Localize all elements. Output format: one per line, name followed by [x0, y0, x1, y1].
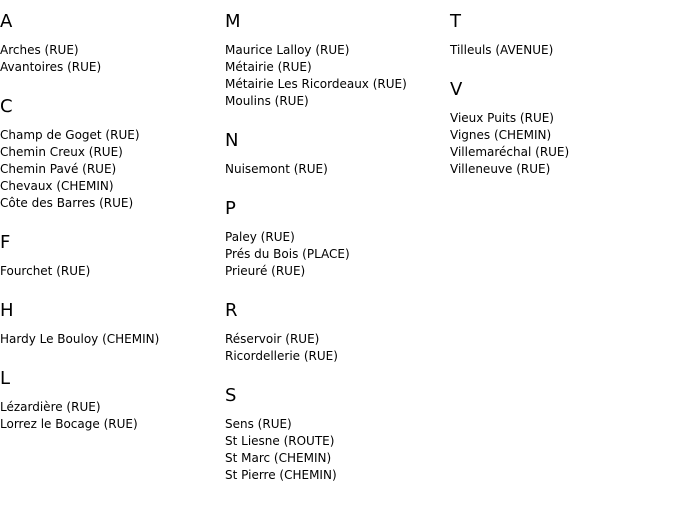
letter-group: [0, 97, 225, 212]
letter-heading: A: [0, 11, 13, 32]
street-name: Fourchet (RUE): [0, 264, 91, 278]
letter-heading: H: [0, 300, 14, 321]
street-name: Chemin Creux (RUE): [0, 145, 123, 159]
street-name: Villemaréchal (RUE): [450, 145, 570, 159]
street-list: [225, 161, 450, 178]
letter-heading: C: [0, 96, 13, 117]
street-name: Avantoires (RUE): [0, 60, 102, 74]
street-name: Côte des Barres (RUE): [0, 196, 134, 210]
street-name: Chevaux (CHEMIN): [0, 179, 114, 193]
letter-group: [0, 369, 225, 433]
street-list: [0, 42, 225, 76]
street-list: [0, 399, 225, 433]
letter-group: [450, 12, 675, 59]
street-list: [225, 416, 450, 484]
letter-group: [225, 131, 450, 178]
street-list: [225, 331, 450, 365]
street-name: Métairie (RUE): [225, 60, 312, 74]
street-name: Hardy Le Bouloy (CHEMIN): [0, 332, 160, 346]
letter-group: [0, 12, 225, 76]
letter-heading: T: [450, 11, 461, 32]
letter-group: [450, 80, 675, 178]
street-name: Lézardière (RUE): [0, 400, 101, 414]
street-name: Métairie Les Ricordeaux (RUE): [225, 77, 407, 91]
street-name: St Marc (CHEMIN): [225, 451, 332, 465]
letter-heading: M: [225, 11, 241, 32]
letter-group: [225, 199, 450, 280]
street-name: Chemin Pavé (RUE): [0, 162, 117, 176]
letter-heading: P: [225, 198, 236, 219]
street-index-column-3: [450, 12, 675, 199]
street-list: [450, 42, 675, 59]
letter-heading: N: [225, 130, 239, 151]
street-list: [225, 42, 450, 110]
street-name: Maurice Lalloy (RUE): [225, 43, 350, 57]
letter-heading: L: [0, 368, 11, 389]
street-list: [0, 127, 225, 212]
street-name: Moulins (RUE): [225, 94, 309, 108]
street-name: Prieuré (RUE): [225, 264, 306, 278]
street-name: Prés du Bois (PLACE): [225, 247, 350, 261]
street-name: Sens (RUE): [225, 417, 292, 431]
street-name: Champ de Goget (RUE): [0, 128, 140, 142]
street-name: Tilleuls (AVENUE): [450, 43, 554, 57]
street-list: [0, 263, 225, 280]
street-name: Vignes (CHEMIN): [450, 128, 552, 142]
street-name: Paley (RUE): [225, 230, 295, 244]
letter-heading: F: [0, 232, 11, 253]
street-index-column-2: [225, 12, 450, 505]
street-list: [450, 110, 675, 178]
letter-group: [225, 386, 450, 484]
street-name: Réservoir (RUE): [225, 332, 320, 346]
street-index-column-1: [0, 12, 225, 454]
street-name: St Liesne (ROUTE): [225, 434, 335, 448]
street-name: Ricordellerie (RUE): [225, 349, 338, 363]
letter-heading: R: [225, 300, 238, 321]
street-name: Vieux Puits (RUE): [450, 111, 554, 125]
street-list: [0, 331, 225, 348]
letter-group: [0, 233, 225, 280]
letter-heading: S: [225, 385, 237, 406]
letter-group: [225, 301, 450, 365]
street-list: [225, 229, 450, 280]
letter-group: [0, 301, 225, 348]
street-name: St Pierre (CHEMIN): [225, 468, 337, 482]
street-name: Lorrez le Bocage (RUE): [0, 417, 138, 431]
letter-group: [225, 12, 450, 110]
street-name: Nuisemont (RUE): [225, 162, 328, 176]
street-name: Arches (RUE): [0, 43, 79, 57]
letter-heading: V: [450, 79, 463, 100]
street-name: Villeneuve (RUE): [450, 162, 551, 176]
